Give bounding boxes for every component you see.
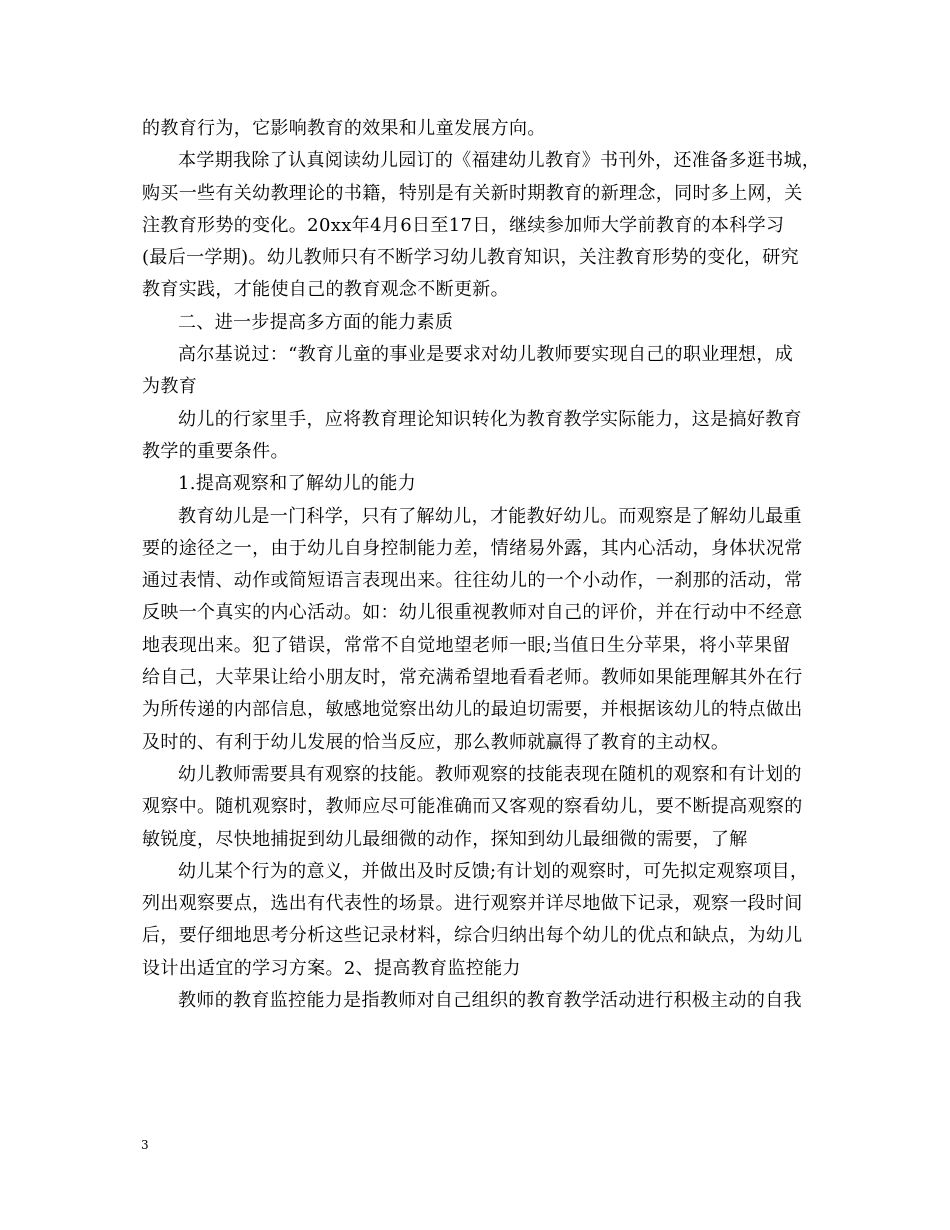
text-line: 要的途径之一，由于幼儿自身控制能力差，情绪易外露，其内心活动，身体状况常 (142, 537, 803, 559)
text-line: 敏锐度，尽快地捕捉到幼儿最细微的动作，探知到幼儿最细微的需要，了解 (142, 828, 748, 850)
subsection-heading: 1.提高观察和了解幼儿的能力 (178, 473, 417, 495)
text-line: (最后一学期)。幼儿教师只有不断学习幼儿教育知识，关注教育形势的变化，研究 (142, 247, 799, 269)
text-line: 给自己，大苹果让给小朋友时，常充满希望地看看老师。教师如果能理解其外在行 (142, 667, 803, 689)
text-line: 后，要仔细地思考分析这些记录材料，综合归纳出每个幼儿的优点和缺点，为幼儿 (142, 925, 803, 947)
text-line: 教育实践，才能使自己的教育观念不断更新。 (142, 279, 509, 301)
text-line: 幼儿某个行为的意义，并做出及时反馈;有计划的观察时，可先拟定观察项目， (178, 860, 809, 882)
text-line: 本学期我除了认真阅读幼儿园订的《福建幼儿教育》书刊外，还准备多逛书城， (178, 150, 821, 172)
page-number: 3 (141, 1138, 149, 1152)
text-line: 为教育 (142, 376, 198, 398)
text-line: 为所传递的内部信息，敏感地觉察出幼儿的最迫切需要，并根据该幼儿的特点做出 (142, 699, 803, 721)
text-line: 设计出适宜的学习方案。2、提高教育监控能力 (142, 957, 521, 979)
text-line: 幼儿教师需要具有观察的技能。教师观察的技能表现在随机的观察和有计划的 (178, 763, 802, 785)
text-line: 注教育形势的变化。20xx年4月6日至17日，继续参加师大学前教育的本科学习 (142, 214, 785, 236)
body-text (142, 113, 821, 1017)
text-line: 反映一个真实的内心活动。如：幼儿很重视教师对自己的评价，并在行动中不经意 (142, 602, 803, 624)
text-line: 教学的重要条件。 (142, 440, 289, 462)
text-line: 列出观察要点，选出有代表性的场景。进行观察并详尽地做下记录，观察一段时间 (142, 893, 803, 915)
text-line: 地表现出来。犯了错误，常常不自觉地望老师一眼;当值日生分苹果，将小苹果留 (142, 634, 791, 656)
text-line: 的教育行为，它影响教育的效果和儿童发展方向。 (142, 118, 546, 139)
text-line: 购买一些有关幼教理论的书籍，特别是有关新时期教育的新理念，同时多上网，关 (142, 182, 803, 204)
text-line: 高尔基说过：“教育儿童的事业是要求对幼儿教师要实现自己的职业理想，成 (178, 344, 794, 366)
text-line: 通过表情、动作或简短语言表现出来。往往幼儿的一个小动作，一刹那的活动，常 (142, 570, 803, 592)
text-line: 及时的、有利于幼儿发展的恰当反应，那么教师就赢得了教育的主动权。 (142, 731, 730, 753)
text-line: 教育幼儿是一门科学，只有了解幼儿，才能教好幼儿。而观察是了解幼儿最重 (178, 505, 802, 527)
text-line: 幼儿的行家里手，应将教育理论知识转化为教育教学实际能力，这是搞好教育 (178, 408, 802, 430)
text-line: 教师的教育监控能力是指教师对自己组织的教育教学活动进行积极主动的自我 (178, 990, 802, 1012)
text-line: 观察中。随机观察时，教师应尽可能准确而又客观的察看幼儿，要不断提高观察的 (142, 796, 803, 818)
section-heading: 二、进一步提高多方面的能力素质 (178, 311, 454, 333)
